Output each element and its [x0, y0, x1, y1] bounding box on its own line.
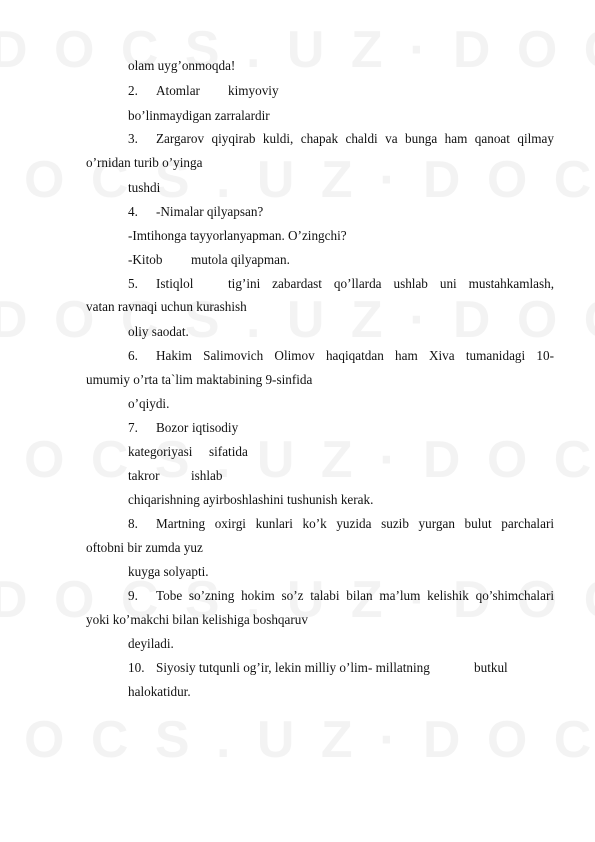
item-number: 9. [128, 588, 138, 603]
text-line: Siyosiy tutqunli og’ir, lekin milliy o’lim- millatning [156, 660, 430, 675]
item-number: 10. [128, 660, 145, 675]
item-number: 8. [128, 516, 138, 531]
text-line: bo’linmaydigan zarralardir [128, 108, 270, 123]
text-line: Zargarov qiyqirab kuldi, chapak chaldi va bunga ham qanoat qilmay [156, 131, 554, 146]
watermark-row-4 [0, 430, 595, 490]
text-line: mutola qilyapman. [191, 252, 290, 267]
item-number: 5. [128, 276, 138, 291]
watermark-row-1 [0, 20, 595, 80]
text-line: tig’ini zabardast qo’llarda ushlab uni mustahkamlash, [228, 276, 554, 291]
text-line: o’rnidan turib o’yinga [86, 155, 203, 170]
text-line: ishlab [191, 468, 223, 483]
text-line: takror [128, 468, 160, 483]
text-line: olam uyg’onmoqda! [128, 58, 236, 73]
text-line: Istiqlol [156, 276, 194, 291]
item-number: 2. [128, 83, 138, 98]
text-line: iqtisodiy [192, 420, 239, 435]
text-line: -Imtihonga tayyorlanyapman. O’zingchi? [128, 228, 347, 243]
text-line: kuyga solyapti. [128, 564, 209, 579]
text-line: chiqarishning ayirboshlashini tushunish kerak. [128, 492, 374, 507]
watermark-row-6 [0, 710, 595, 770]
text-line: o’qiydi. [128, 396, 170, 411]
text-line: Atomlar [156, 83, 200, 98]
text-line: -Kitob [128, 252, 163, 267]
text-line: umumiy o’rta ta`lim maktabining 9-sinfida [86, 372, 313, 387]
item-number: 3. [128, 131, 138, 146]
text-line: kategoriyasi [128, 444, 193, 459]
text-line: oftobni bir zumda yuz [86, 540, 203, 555]
text-line: sifatida [209, 444, 248, 459]
text-line: vatan ravnaqi uchun kurashish [86, 299, 247, 314]
item-number: 6. [128, 348, 138, 363]
text-line: tushdi [128, 180, 161, 195]
text-line: butkul [474, 660, 508, 675]
text-line: kimyoviy [228, 83, 279, 98]
text-line: Hakim Salimovich Olimov haqiqatdan ham Xiva tumanidagi 10- [156, 348, 554, 363]
text-line: oliy saodat. [128, 324, 189, 339]
text-line: deyiladi. [128, 636, 174, 651]
item-number: 7. [128, 420, 138, 435]
text-line: Martning oxirgi kunlari ko’k yuzida suzib yurgan bulut parchalari [156, 516, 554, 531]
text-line: Bozor [156, 420, 189, 435]
text-line: -Nimalar qilyapsan? [156, 204, 264, 219]
text-line: yoki ko’makchi bilan kelishiga boshqaruv [86, 612, 308, 627]
text-line: Tobe so’zning hokim so’z talabi bilan ma’lum kelishik qo’shimchalari [156, 588, 554, 603]
item-number: 4. [128, 204, 138, 219]
text-line: halokatidur. [128, 684, 191, 699]
